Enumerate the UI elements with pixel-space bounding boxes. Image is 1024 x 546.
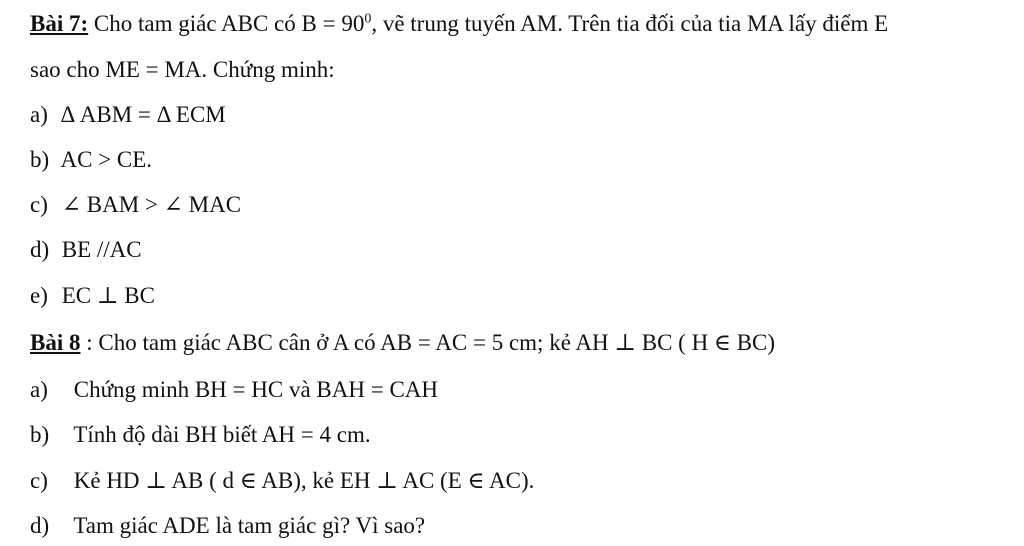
bai7-item-a <box>30 101 226 129</box>
bai7-degree-superscript: 0 <box>364 11 372 27</box>
bai7-item-d-label: d) <box>30 237 50 262</box>
bai8-intro-text: : Cho tam giác ABC cân ở A có AB = AC = 5 cm; kẻ AH ⊥ BC ( H ∈ BC) <box>80 330 776 355</box>
bai7-item-c <box>30 191 241 219</box>
bai7-heading: Bài 7: <box>30 11 89 36</box>
bai7-intro-part1: Cho tam giác ABC có B = 90 <box>88 11 365 36</box>
bai7-item-e <box>30 282 155 310</box>
bai8-intro <box>30 329 775 357</box>
bai8-item-d <box>30 512 425 540</box>
bai8-item-a <box>30 376 438 404</box>
bai8-item-d-label: d) <box>30 513 50 538</box>
bai7-item-a-text: Δ ABM = Δ ECM <box>60 102 226 127</box>
bai7-item-d-text: BE //AC <box>61 237 142 262</box>
bai8-item-a-label: a) <box>30 377 48 402</box>
bai8-item-b <box>30 421 371 449</box>
bai8-item-c-text: Kẻ HD ⊥ AB ( d ∈ AB), kẻ EH ⊥ AC (E ∈ AC). <box>73 468 535 493</box>
bai7-intro-line1 <box>30 10 888 38</box>
bai8-item-c <box>30 467 534 495</box>
bai7-item-b-text: AC > CE. <box>60 147 153 172</box>
bai7-intro-line2: sao cho ME = MA. Chứng minh: <box>30 57 335 82</box>
bai7-item-a-label: a) <box>30 102 48 127</box>
bai8-item-d-text: Tam giác ADE là tam giác gì? Vì sao? <box>73 513 426 538</box>
bai7-item-e-label: e) <box>30 283 48 308</box>
bai8-item-a-text: Chứng minh BH = HC và BAH = CAH <box>73 377 439 402</box>
bai8-item-b-label: b) <box>30 422 50 447</box>
bai7-item-b <box>30 146 152 174</box>
bai8-item-c-label: c) <box>30 468 48 493</box>
bai7-item-e-text: EC ⊥ BC <box>61 283 155 308</box>
bai7-intro-part2: , vẽ trung tuyến AM. Trên tia đối của tia MA lấy điểm E <box>371 11 889 36</box>
bai7-item-d <box>30 236 142 264</box>
bai7-item-c-label: c) <box>30 192 48 217</box>
bai8-heading: Bài 8 <box>30 330 81 355</box>
bai7-item-b-label: b) <box>30 147 50 172</box>
bai8-item-b-text: Tính độ dài BH biết AH = 4 cm. <box>73 422 371 447</box>
bai7-item-c-text: ∠ BAM > ∠ MAC <box>61 192 242 217</box>
